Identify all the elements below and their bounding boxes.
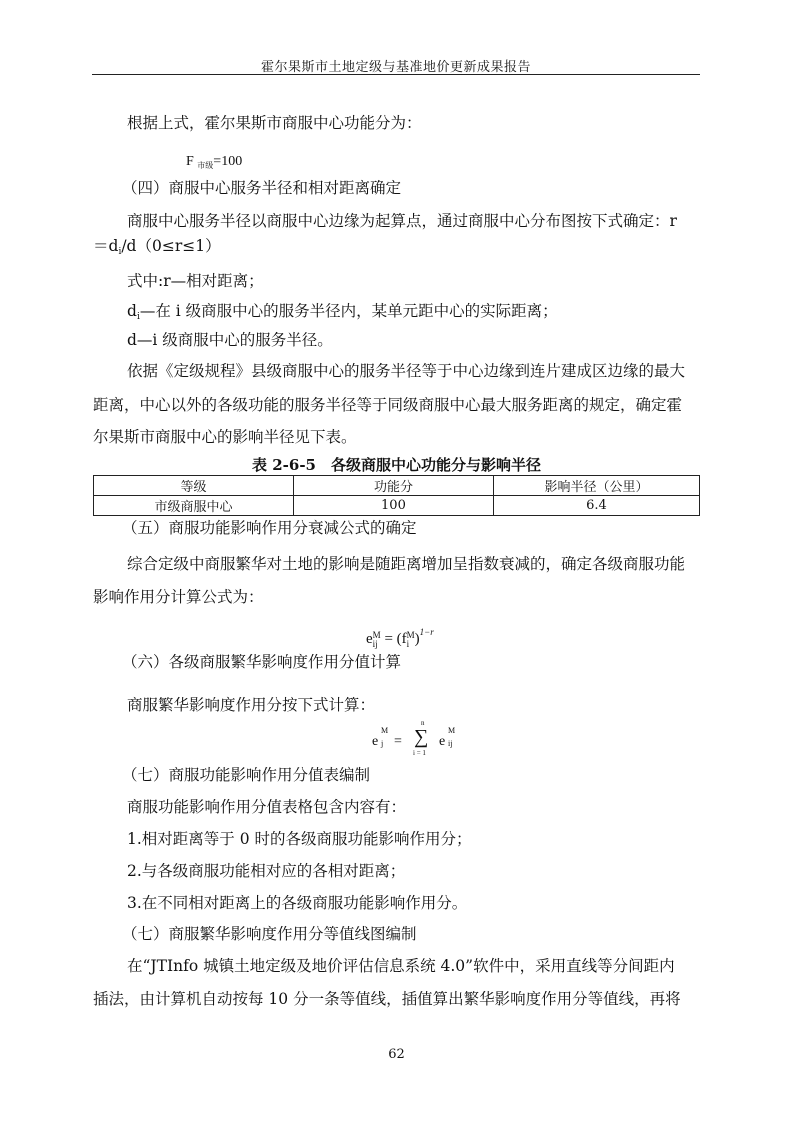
paragraph-radius-b: $=d_i/d(0\le r\le 1)$ — [93, 237, 221, 257]
table-cell: 市级商服中心 — [94, 496, 294, 516]
table-caption: 表 2-6-5 各级商服中心功能分与影响半径 — [252, 456, 541, 474]
paragraph-where-di: $d_i—$在 i 级商服中心的服务半径内，某单元距中心的实际距离； — [127, 302, 558, 322]
paragraph-software-a: 在“JTInfo 城镇土地定级及地价评估信息系统 4.0”软件中，采用直线等分间距内 — [127, 957, 675, 975]
paragraph-basis-c: 尔果斯市商服中心的影响半径见下表。 — [93, 428, 357, 446]
table-header-cell: 等级 — [94, 476, 294, 496]
list-item: 2.与各级商服功能相对应的各相对距离； — [127, 862, 406, 880]
paragraph-decay-a: 综合定级中商服繁华对土地的影响是随距离增加呈指数衰减的，确定各级商服功能 — [127, 555, 686, 573]
table-row — [94, 496, 700, 516]
formula-f-city: F $_{市级}$=100 — [186, 154, 243, 170]
section-heading-4: （四）商服中心服务半径和相对距离确定 — [122, 179, 402, 197]
radius-table — [93, 475, 700, 516]
paragraph-where-d: d—i 级商服中心的服务半径。 — [127, 331, 333, 349]
paragraph-table-contents: 商服功能影响作用分值表格包含内容有： — [127, 798, 407, 816]
paragraph-radius-a: 商服中心服务半径以商服中心边缘为起算点，通过商服中心分布图按下式确定：r — [127, 212, 677, 230]
page-number: 62 — [388, 1047, 405, 1062]
formula-sum: e M j = n ∑ i = 1 e M ij — [372, 719, 456, 757]
section-heading-7a: （七）商服功能影响作用分值表编制 — [122, 766, 371, 784]
formula-decay: e M ij = (f M i )$^{1-r}$ — [366, 627, 434, 649]
table-header-cell: 影响半径（公里） — [493, 476, 699, 496]
section-heading-5: （五）商服功能影响作用分衰减公式的确定 — [122, 519, 417, 537]
paragraph-software-b: 插法，由计算机自动按每 10 分一条等值线，插值算出繁华影响度作用分等值线，再将 — [93, 990, 681, 1008]
paragraph-where-r: 式中:r—相对距离； — [127, 272, 264, 290]
paragraph-decay-b: 影响作用分计算公式为： — [93, 588, 264, 606]
paragraph-basis-b: 距离，中心以外的各级功能的服务半径等于同级商服中心最大服务距离的规定，确定霍 — [93, 396, 683, 414]
header-rule — [92, 74, 700, 75]
table-cell: 6.4 — [493, 496, 699, 516]
list-item: 1.相对距离等于 0 时的各级商服功能影响作用分； — [127, 830, 472, 848]
list-item: 3.在不同相对距离上的各级商服功能影响作用分。 — [127, 894, 468, 912]
paragraph-basis-a: 依据《定级规程》县级商服中心的服务半径等于中心边缘到连片建成区边缘的最大 — [127, 362, 686, 380]
running-header: 霍尔果斯市土地定级与基准地价更新成果报告 — [260, 60, 531, 75]
section-heading-6: （六）各级商服繁华影响度作用分值计算 — [122, 653, 402, 671]
section-heading-7b: （七）商服繁华影响度作用分等值线图编制 — [122, 925, 417, 943]
table-header-row — [94, 476, 700, 496]
table-header-cell: 功能分 — [293, 476, 493, 496]
table-cell: 100 — [293, 496, 493, 516]
paragraph-intro: 根据上式，霍尔果斯市商服中心功能分为： — [127, 114, 422, 132]
paragraph-sum-intro: 商服繁华影响度作用分按下式计算： — [127, 696, 376, 714]
